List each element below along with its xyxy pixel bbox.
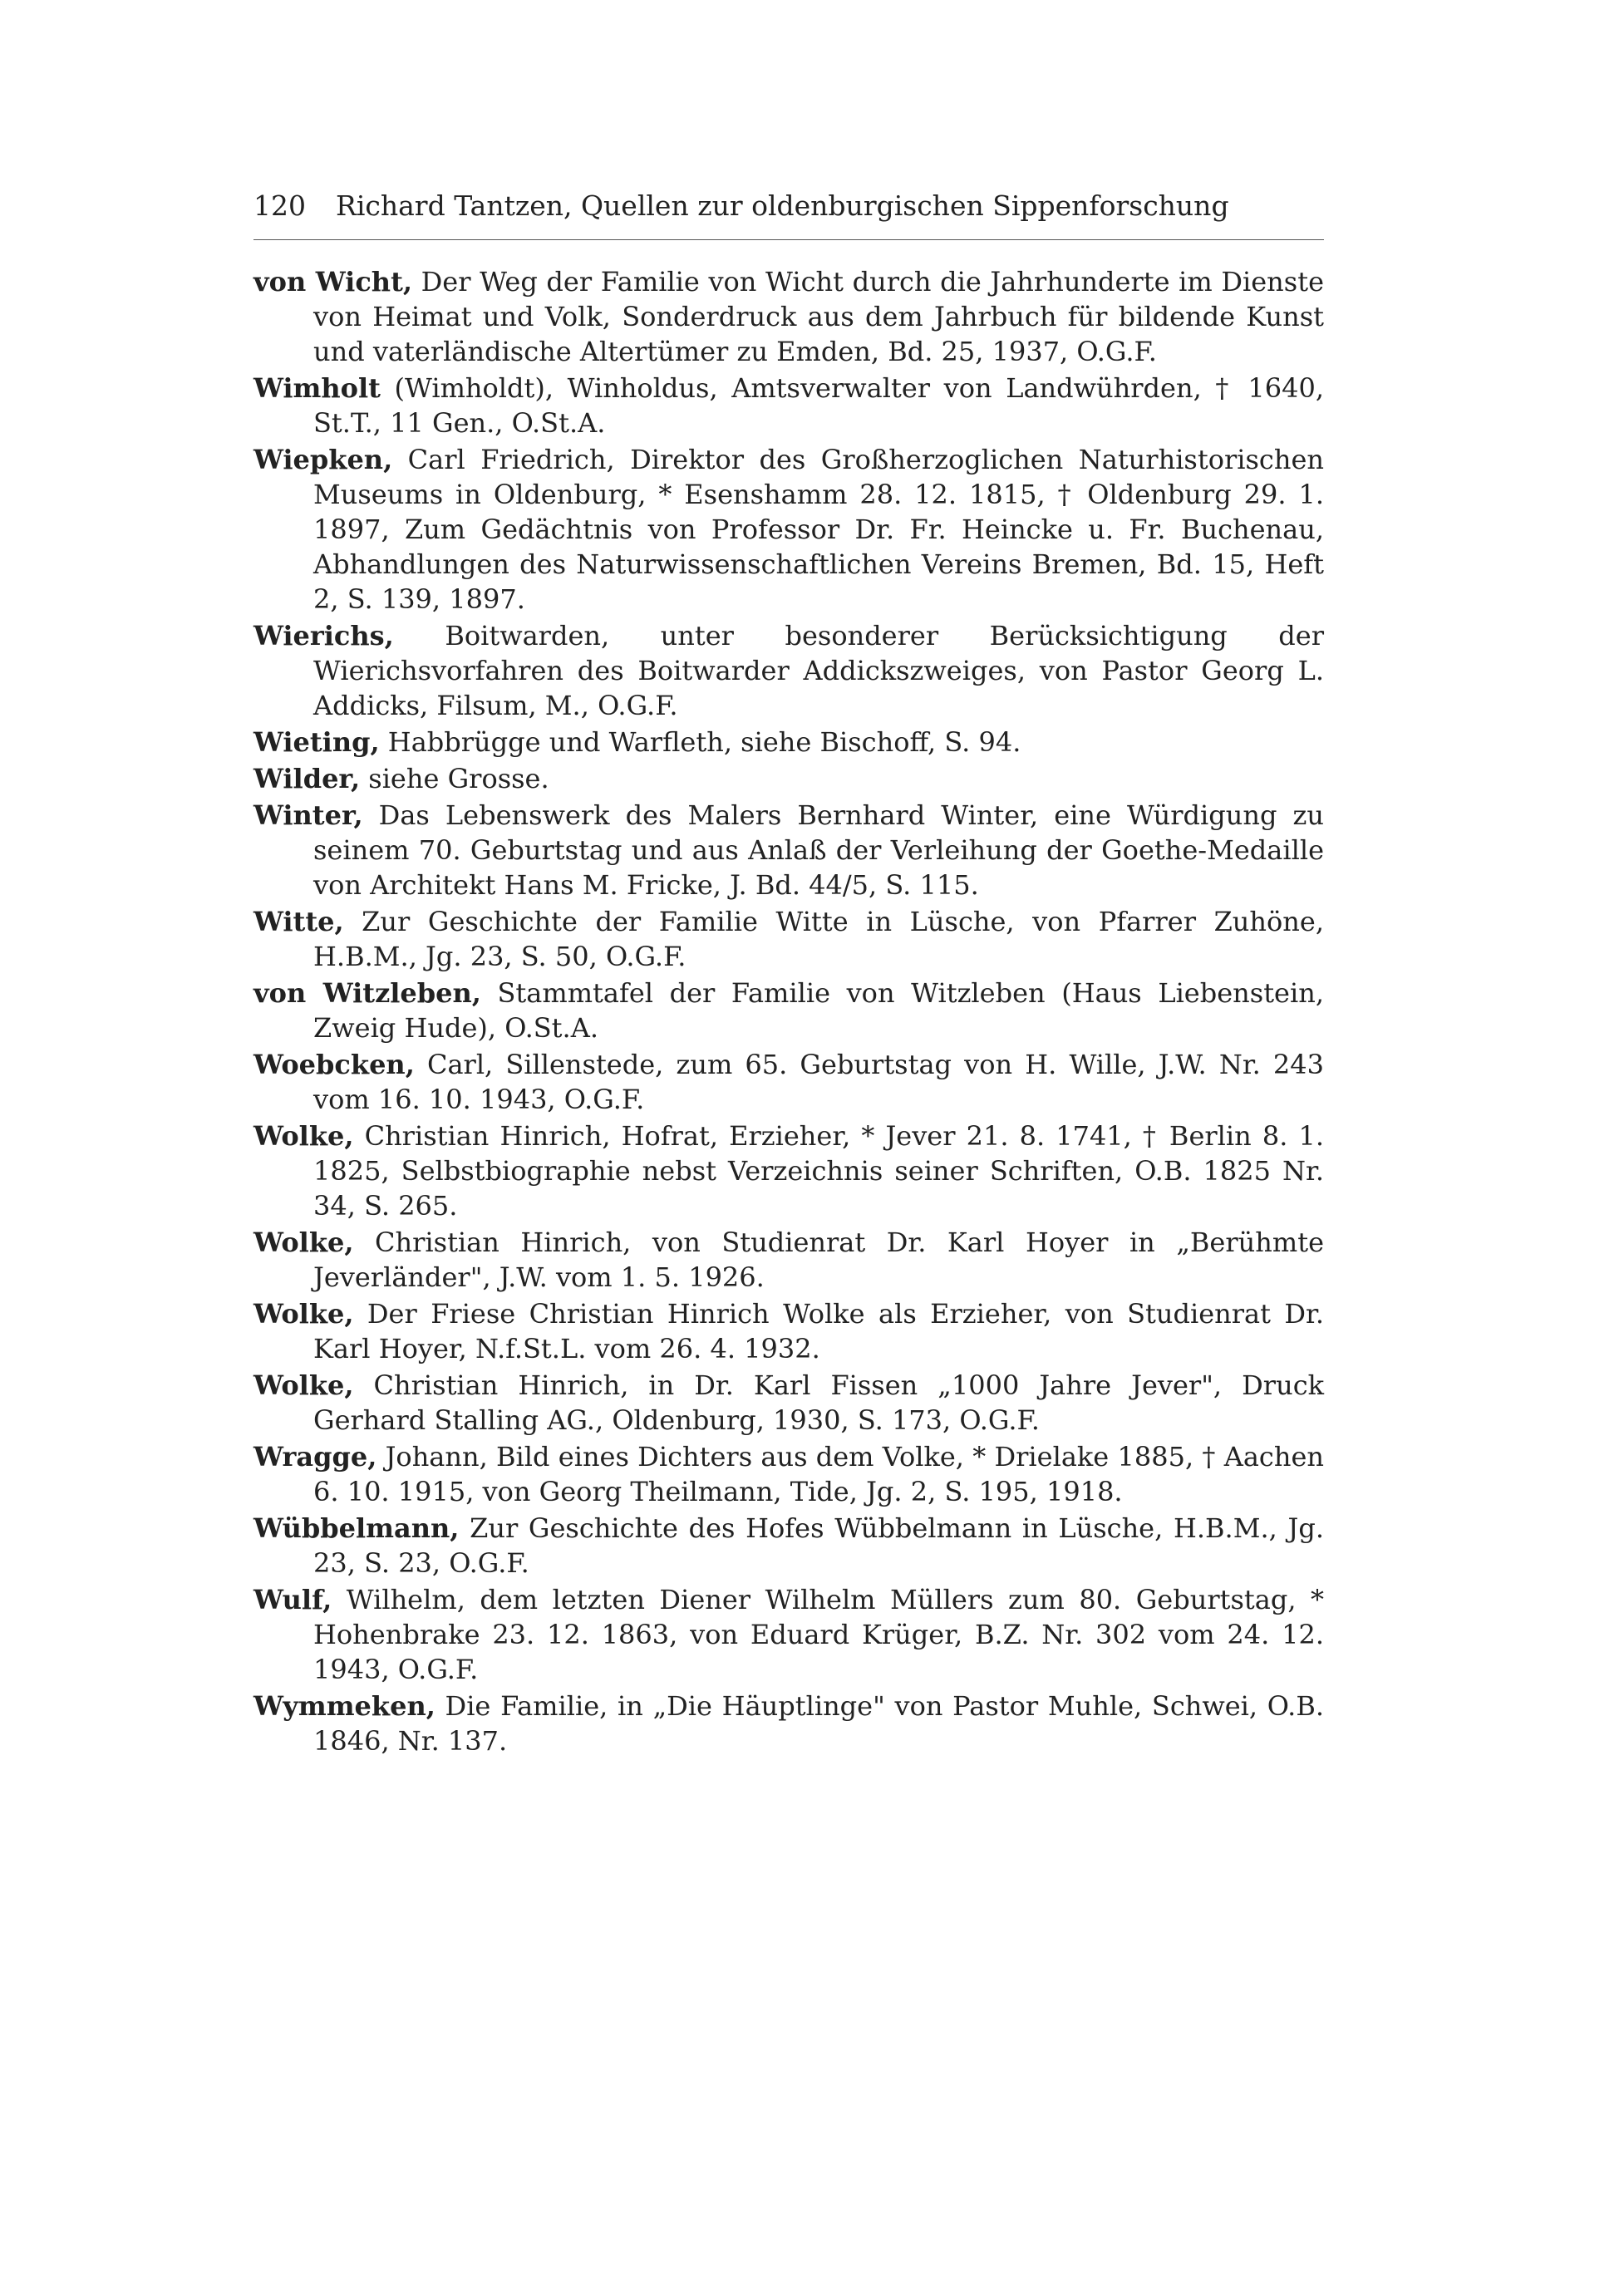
entry-wragge	[253, 1439, 1324, 1509]
entry-wolke-3	[253, 1296, 1324, 1366]
entry-wolke-4	[253, 1368, 1324, 1438]
entry-von-witzleben	[253, 976, 1324, 1045]
entry-text: (Wimholdt), Winholdus, Amtsverwalter von Landwührden, † 1640, St.T., 11 Gen., O.St.A.	[313, 372, 1324, 439]
entry-text: Das Lebenswerk des Malers Bernhard Winter, eine Würdigung zu seinem 70. Geburtstag und aus Anlaß der Verleihung der Goethe-Medaille von Architekt Hans M. Fricke, J. Bd. 44/5, S. 115.	[313, 799, 1324, 901]
entry-text: siehe Grosse.	[360, 763, 549, 794]
entry-text: Christian Hinrich, von Studienrat Dr. Karl Hoyer in „Berühmte Jeverländer", J.W. vom 1. 5. 1926.	[313, 1227, 1324, 1293]
entry-keyword: Wolke,	[253, 1227, 354, 1258]
running-header	[253, 189, 1324, 223]
entry-keyword: von Witzleben,	[253, 977, 481, 1009]
header-rule	[253, 239, 1324, 240]
entry-text: Der Friese Christian Hinrich Wolke als Erzieher, von Studienrat Dr. Karl Hoyer, N.f.St.L. vom 26. 4. 1932.	[313, 1298, 1324, 1364]
entry-wieting	[253, 725, 1324, 760]
entry-text: Christian Hinrich, Hofrat, Erzieher, * Jever 21. 8. 1741, † Berlin 8. 1. 1825, Selbstbiographie nebst Verzeichnis seiner Schriften, O.B. 1825 Nr. 34, S. 265.	[313, 1120, 1324, 1222]
entry-text: Carl, Sillenstede, zum 65. Geburtstag von H. Wille, J.W. Nr. 243 vom 16. 10. 1943, O.G.F.	[313, 1049, 1324, 1115]
entry-witte	[253, 904, 1324, 974]
entry-keyword: Wilder,	[253, 763, 361, 794]
entry-keyword: Wolke,	[253, 1369, 354, 1401]
entry-text: Zur Geschichte der Familie Witte in Lüsche, von Pfarrer Zuhöne, H.B.M., Jg. 23, S. 50, O.G.F.	[313, 906, 1324, 972]
entry-wimholt	[253, 371, 1324, 440]
entry-wilder	[253, 761, 1324, 796]
entry-keyword: Wimholt	[253, 372, 381, 404]
entry-keyword: Wolke,	[253, 1120, 354, 1152]
entry-keyword: von Wicht,	[253, 266, 412, 297]
entry-keyword: Wiepken,	[253, 444, 393, 475]
entry-woebcken	[253, 1047, 1324, 1117]
entry-wulf	[253, 1582, 1324, 1687]
entry-text: Zur Geschichte des Hofes Wübbelmann in Lüsche, H.B.M., Jg. 23, S. 23, O.G.F.	[313, 1512, 1324, 1579]
entry-wuebbelmann	[253, 1511, 1324, 1581]
entry-keyword: Wübbelmann,	[253, 1512, 460, 1544]
entry-von-wicht	[253, 264, 1324, 369]
entry-keyword: Wierichs,	[253, 620, 394, 651]
entry-text: Christian Hinrich, in Dr. Karl Fissen „1000 Jahre Jever", Druck Gerhard Stalling AG., Oldenburg, 1930, S. 173, O.G.F.	[313, 1369, 1324, 1436]
entry-text: Die Familie, in „Die Häuptlinge" von Pastor Muhle, Schwei, O.B. 1846, Nr. 137.	[313, 1690, 1324, 1757]
entry-text: Der Weg der Familie von Wicht durch die Jahrhunderte im Dienste von Heimat und Volk, Sonderdruck aus dem Jahrbuch für bildende Kunst und vaterländische Altertümer zu Emden, Bd. 25, 1937, O.G.F.	[313, 266, 1325, 367]
entry-winter	[253, 798, 1324, 902]
entry-text: Habbrügge und Warfleth, siehe Bischoff, S. 94.	[379, 726, 1021, 758]
entry-keyword: Wieting,	[253, 726, 380, 758]
entry-text: Johann, Bild eines Dichters aus dem Volke, * Drielake 1885, † Aachen 6. 10. 1915, von Georg Theilmann, Tide, Jg. 2, S. 195, 1918.	[313, 1441, 1324, 1507]
entry-wolke-1	[253, 1119, 1324, 1223]
entry-wolke-2	[253, 1225, 1324, 1295]
entry-wiepken	[253, 442, 1324, 617]
entry-wierichs	[253, 618, 1324, 723]
entry-keyword: Woebcken,	[253, 1049, 415, 1080]
entry-text: Carl Friedrich, Direktor des Großherzoglichen Naturhistorischen Museums in Oldenburg, * Esenshamm 28. 12. 1815, † Oldenburg 29. 1. 1897, Zum Gedächtnis von Professor Dr. Fr. Heincke u. Fr. Buchenau, Abhandlungen des Naturwissenschaftlichen Vereins Bremen, Bd. 15, Heft 2, S. 139, 1897.	[313, 444, 1324, 615]
entry-text: Boitwarden, unter besonderer Berücksichtigung der Wierichsvorfahren des Boitwarder Addickszweiges, von Pastor Georg L. Addicks, Filsum, M., O.G.F.	[313, 620, 1324, 721]
page-number: 120	[253, 189, 306, 222]
entry-keyword: Wragge,	[253, 1441, 377, 1472]
entry-text: Wilhelm, dem letzten Diener Wilhelm Müllers zum 80. Geburtstag, * Hohenbrake 23. 12. 1863, von Eduard Krüger, B.Z. Nr. 302 vom 24. 12. 1943, O.G.F.	[313, 1584, 1324, 1685]
entry-keyword: Wymmeken,	[253, 1690, 436, 1722]
entry-keyword: Wulf,	[253, 1584, 332, 1615]
entry-text: Stammtafel der Familie von Witzleben (Haus Liebenstein, Zweig Hude), O.St.A.	[313, 977, 1324, 1044]
entry-keyword: Wolke,	[253, 1298, 354, 1330]
entry-wymmeken	[253, 1689, 1324, 1758]
bibliography-list	[253, 264, 1324, 1760]
entry-keyword: Witte,	[253, 906, 344, 937]
entry-keyword: Winter,	[253, 799, 363, 831]
running-title: Richard Tantzen, Quellen zur oldenburgischen Sippenforschung	[336, 189, 1229, 222]
